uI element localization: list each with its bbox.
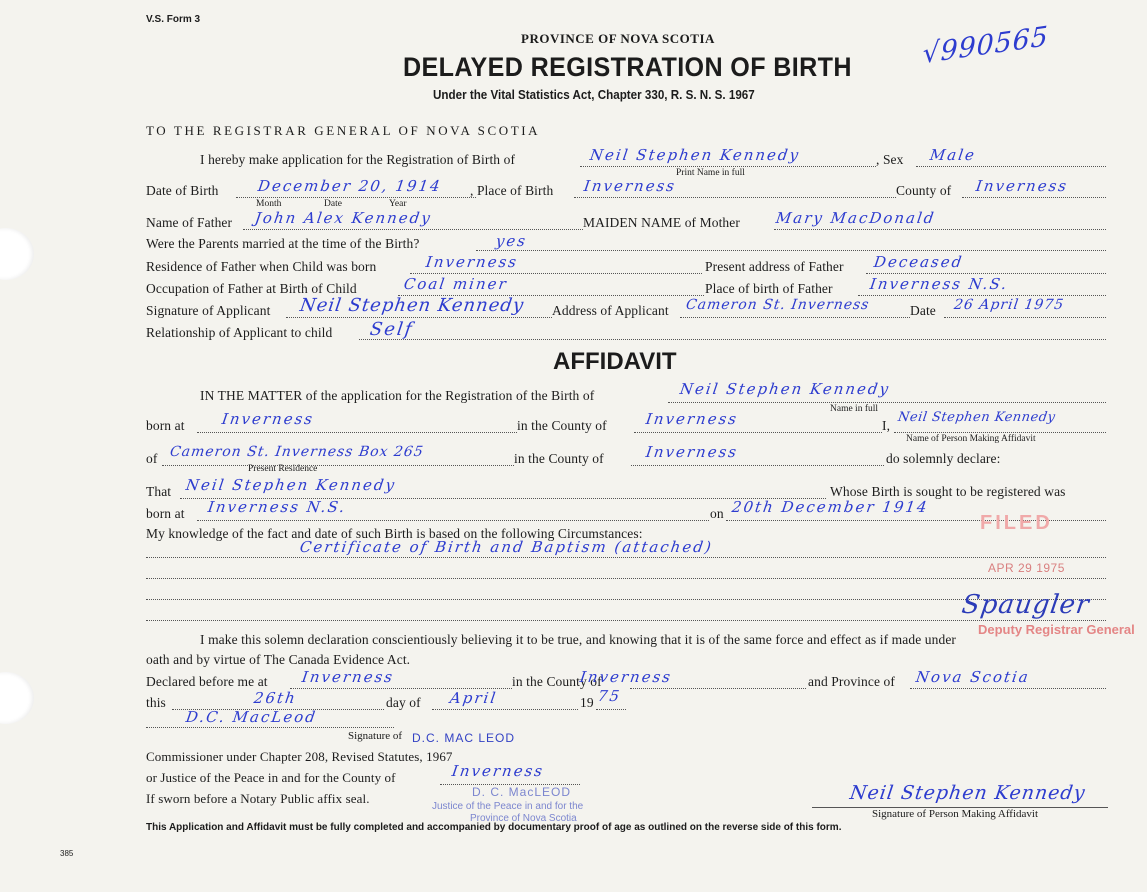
- present-address-value: Deceased: [872, 253, 965, 271]
- notary-label: If sworn before a Notary Public affix seal.: [146, 791, 370, 806]
- justice-label: or Justice of the Peace in and for the County of: [146, 770, 396, 785]
- application-date-value: 26 April 1975: [952, 297, 1066, 313]
- that-label: That: [146, 484, 172, 499]
- county-of-value: Inverness: [644, 410, 740, 428]
- justice-county-value: Inverness: [450, 762, 546, 780]
- print-name-caption: Print Name in full: [676, 168, 745, 178]
- apply-text: I hereby make application for the Registration of Birth of: [200, 152, 516, 167]
- occupation-label: Occupation of Father at Birth of Child: [146, 281, 357, 296]
- relationship-label: Relationship of Applicant to child: [146, 325, 333, 340]
- province-of-value: Nova Scotia: [914, 668, 1032, 686]
- father-birthplace-value: Inverness N.S.: [868, 275, 1010, 293]
- pob-label: , Place of Birth: [470, 183, 554, 198]
- born-at-value: Inverness: [220, 410, 316, 428]
- registrar-title: Deputy Registrar General: [978, 622, 1135, 637]
- mother-value: Mary MacDonald: [774, 209, 937, 227]
- child-name-value: Neil Stephen Kennedy: [588, 146, 802, 164]
- punch-hole-top: [0, 228, 34, 280]
- that-value: Neil Stephen Kennedy: [184, 476, 398, 494]
- year-value: 75: [596, 687, 623, 705]
- occupation-value: Coal miner: [402, 275, 510, 293]
- residence-of-value: Cameron St. Inverness Box 265: [168, 444, 425, 460]
- matter-name-value: Neil Stephen Kennedy: [678, 380, 892, 398]
- date-caption: Date: [324, 199, 342, 209]
- county-label: County of: [896, 183, 952, 198]
- county-of-2-label: in the County of: [514, 451, 604, 466]
- mother-label: MAIDEN NAME of Mother: [583, 215, 740, 230]
- sex-label: , Sex: [876, 152, 904, 167]
- name-in-full-caption: Name in full: [830, 404, 879, 414]
- day-of-label: day of: [386, 695, 421, 710]
- affiant-signature-caption: Signature of Person Making Affidavit: [872, 808, 1038, 820]
- signature-of-caption: Signature of: [348, 730, 403, 742]
- of-label: of: [146, 451, 158, 466]
- whose-birth-label: Whose Birth is sought to be registered was: [830, 484, 1066, 499]
- pob-value: Inverness: [582, 177, 678, 195]
- born-at-label: born at: [146, 418, 185, 433]
- present-residence-caption: Present Residence: [248, 464, 318, 474]
- punch-hole-bottom: [0, 672, 34, 724]
- form-code: 385: [60, 849, 74, 858]
- county-of-label: in the County of: [517, 418, 607, 433]
- page-title: DELAYED REGISTRATION OF BIRTH: [403, 52, 852, 82]
- county-of-3-label: in the County of: [512, 674, 602, 689]
- applicant-address-value: Cameron St. Inverness: [684, 297, 871, 313]
- filed-date: APR 29 1975: [988, 561, 1065, 575]
- filed-stamp: FILED: [980, 512, 1053, 534]
- father-birthplace-label: Place of birth of Father: [705, 281, 833, 296]
- form-id: V.S. Form 3: [146, 14, 201, 25]
- commissioner-signature: D.C. MacLeod: [184, 708, 319, 726]
- father-value: John Alex Kennedy: [253, 209, 434, 227]
- married-value: yes: [494, 232, 529, 250]
- year-caption: Year: [389, 199, 407, 209]
- this-label: this: [146, 695, 166, 710]
- on-label: on: [710, 506, 724, 521]
- footer-note: This Application and Affidavit must be fully completed and accompanied by documentary proof of age as outlined on the reverse side of this form.: [146, 822, 842, 833]
- to-registrar-line: TO THE REGISTRAR GENERAL OF NOVA SCOTIA: [146, 123, 541, 138]
- applicant-signature-value: Neil Stephen Kennedy: [298, 295, 526, 316]
- applicant-signature-label: Signature of Applicant: [146, 303, 271, 318]
- month-caption: Month: [256, 199, 282, 209]
- day-of-value: April: [448, 689, 499, 707]
- on-value: 20th December 1914: [730, 498, 930, 516]
- county-of-2-value: Inverness: [644, 443, 740, 461]
- solemn-text-1: I make this solemn declaration conscientiously believing it to be true, and knowing that it is of the same force and effect as if made under: [200, 632, 957, 647]
- affiant-caption: Name of Person Making Affidavit: [906, 434, 1036, 444]
- residence-label: Residence of Father when Child was born: [146, 259, 377, 274]
- affiant-name-value: Neil Stephen Kennedy: [896, 410, 1057, 425]
- knowledge-label: My knowledge of the fact and date of such Birth is based on the following Circumstances:: [146, 526, 643, 541]
- province-of-label: and Province of: [808, 674, 895, 689]
- declare-label: do solemnly declare:: [886, 451, 1001, 466]
- matter-text: IN THE MATTER of the application for the Registration of the Birth of: [200, 388, 595, 403]
- relationship-value: Self: [368, 319, 415, 340]
- sex-value: Male: [928, 146, 978, 164]
- this-value: 26th: [252, 689, 299, 707]
- county-of-3-value: Inverness: [578, 668, 674, 686]
- county-value: Inverness: [974, 177, 1070, 195]
- present-address-label: Present address of Father: [705, 259, 844, 274]
- signature-of-stamp: D.C. MAC LEOD: [412, 731, 516, 745]
- province-heading: PROVINCE OF NOVA SCOTIA: [521, 31, 715, 46]
- i-label: I,: [882, 418, 891, 433]
- dob-label: Date of Birth: [146, 183, 219, 198]
- born-at-2-label: born at: [146, 506, 185, 521]
- dob-value: December 20, 1914: [256, 177, 443, 195]
- year-prefix: 19: [580, 695, 594, 710]
- jp-stamp-line-1: Justice of the Peace in and for the: [432, 801, 584, 812]
- registrar-signature: Spaugler: [959, 590, 1092, 620]
- jp-stamp-name: D. C. MacLEOD: [472, 785, 572, 799]
- solemn-text-2: oath and by virtue of The Canada Evidence Act.: [146, 652, 411, 667]
- page-subtitle: Under the Vital Statistics Act, Chapter 330, R. S. N. S. 1967: [433, 88, 755, 102]
- declared-before-label: Declared before me at: [146, 674, 268, 689]
- circumstance-value: Certificate of Birth and Baptism (attached): [298, 538, 715, 556]
- jp-stamp-line-2: Province of Nova Scotia: [470, 813, 577, 824]
- married-label: Were the Parents married at the time of the Birth?: [146, 236, 420, 251]
- affiant-signature: Neil Stephen Kennedy: [848, 782, 1087, 804]
- residence-value: Inverness: [424, 253, 520, 271]
- commissioner-label: Commissioner under Chapter 208, Revised Statutes, 1967: [146, 749, 453, 764]
- declared-before-value: Inverness: [300, 668, 396, 686]
- affidavit-title: AFFIDAVIT: [553, 348, 677, 375]
- born-at-2-value: Inverness N.S.: [206, 498, 348, 516]
- applicant-address-label: Address of Applicant: [552, 303, 669, 318]
- registration-number: √990565: [922, 20, 1050, 71]
- application-date-label: Date: [910, 303, 936, 318]
- father-label: Name of Father: [146, 215, 233, 230]
